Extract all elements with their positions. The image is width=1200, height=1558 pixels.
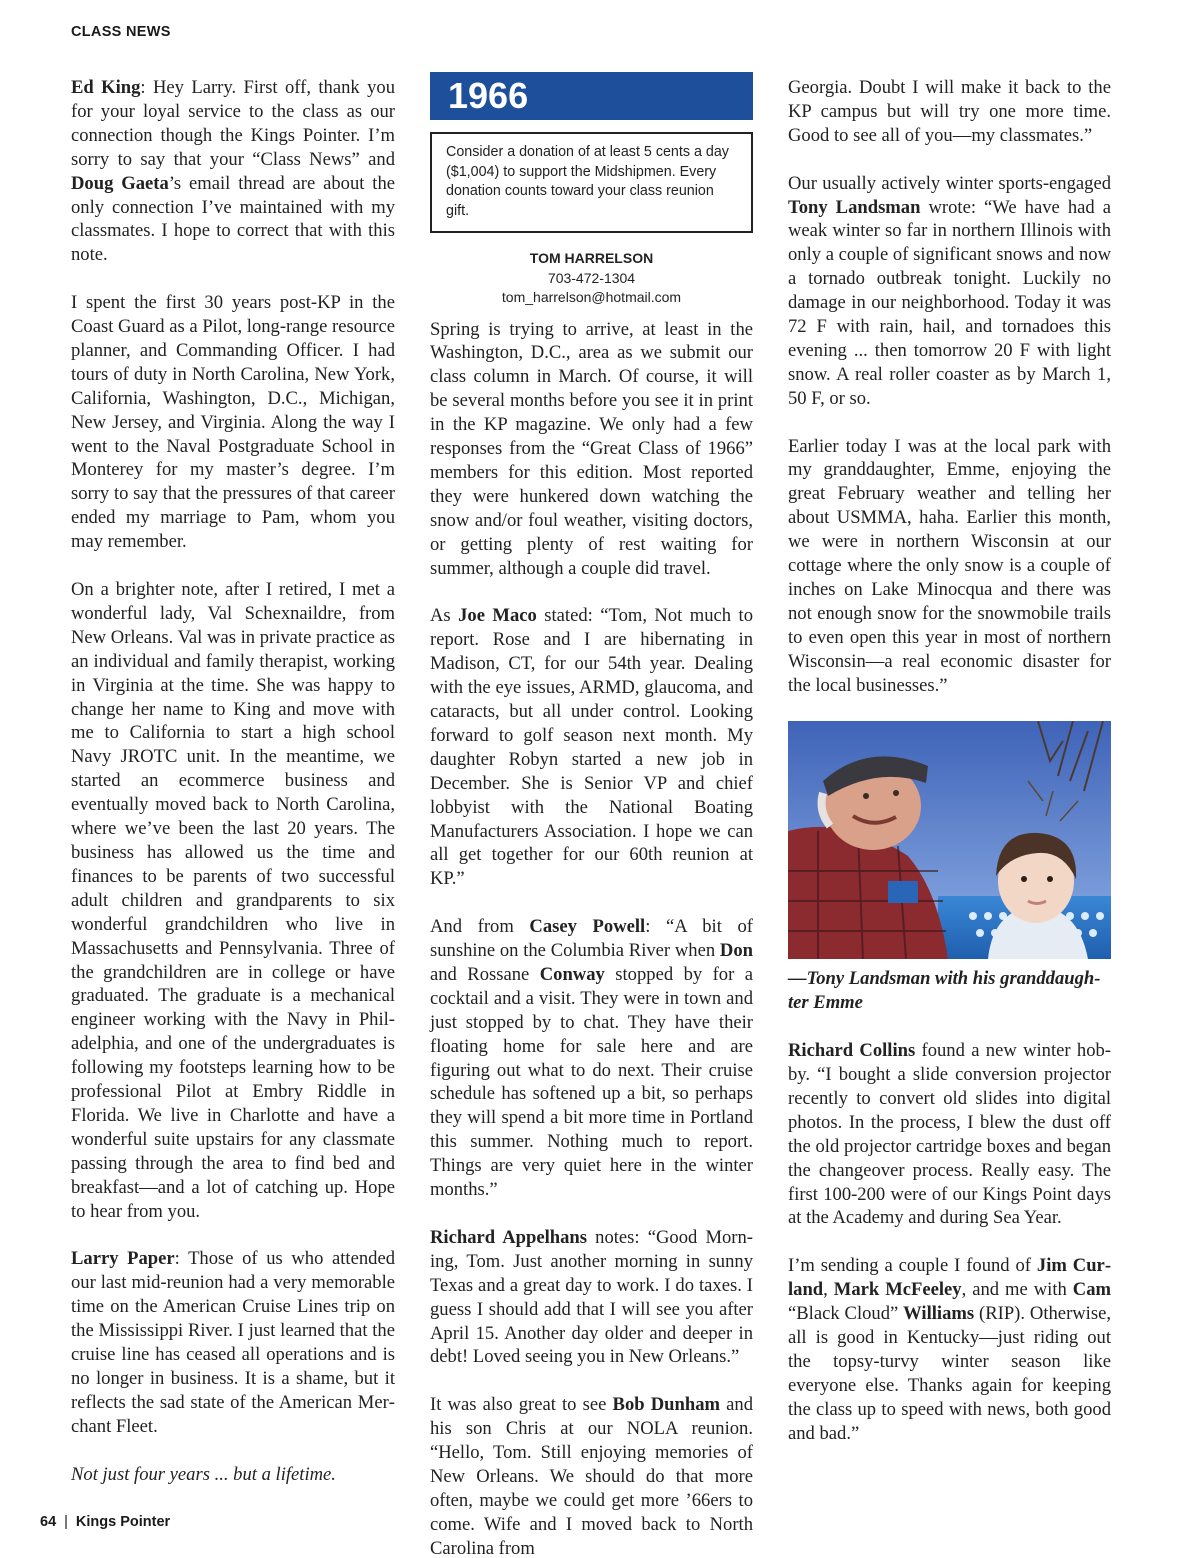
name-jim-curland: Jim Curland [788, 1255, 1112, 1301]
name-ed-king: Ed King [71, 77, 141, 98]
contact-phone: 703-472-1304 [547, 269, 636, 286]
name-don: Don [719, 940, 753, 962]
paragraph-richard-appelhans: Richard Appelhans notes: “Good Morning, Tom. Just another morning in sunny Texas and a great day to work. I do taxes. I guess I should add that I will see you after April 15. Another day older and deeper in debt! Loved seeing you in New Orleans.” [430, 1226, 753, 1368]
paragraph-intro: Spring is trying to arrive, at least in the Washington, D.C., area as we submit our class column in March. Of course, it will be several months before you see it in print in the KP magazine. We only had a few responses from the “Great Class of 1966” members for this edition. Most reported they were hunkered down watching the snow and/or foul weather, visiting doctors, or getting plenty of rest waiting for summer, although a couple did travel. [430, 318, 753, 579]
column-3 [788, 76, 1111, 1469]
class-contact [430, 249, 753, 308]
name-richard-collins: Richard Collins [788, 1040, 916, 1062]
paragraph-bob-dunham: It was also great to see Bob Dunham and his son Chris at our NOLA reunion. “Hello, Tom. Still enjoying memories of New Orleans. We should do that more often, maybe we could get more ’66ers to come. Wife and I moved back to North Carolina from [430, 1394, 753, 1558]
name-richard-appelhans: Richard Appelhans [430, 1226, 587, 1248]
page-number: 64 [40, 1514, 57, 1530]
section-label: CLASS NEWS [71, 24, 171, 40]
name-doug-gaeta: Doug Gaeta [71, 172, 169, 194]
paragraph-tony-landsman: Our usually actively winter sports-engaged Tony Landsman wrote: “We have had a weak winter so far in northern Illinois with only a couple of significant snows and now a tornado outbreak tonight. Luckily no damage in our neighborhood. Today it was 72 F with rain, hail, and tornadoes this evening ... then tomorrow 20 F with light snow. A real roller coaster as by March 1, 50 F, or so. [788, 172, 1111, 409]
paragraph-richard-collins: Richard Collins found a new winter hobby. “I bought a slide conversion projector recently to convert old slides into digital photos. In the process, I blew the dust off the old projector cartridge boxes and began the changeover process. Really easy. The first 100-200 were of our Kings Point days at the Academy and during Sea Year. [788, 1040, 1111, 1229]
photo-caption: —Tony Landsman with his granddaughter Emme [788, 968, 1101, 1014]
name-casey-powell: Casey Powell [529, 916, 646, 938]
paragraph-ed-king: Ed King: Hey Larry. First off, thank you for your loyal service to the class as our connection though the Kings Pointer. I’m sorry to say that your “Class News” and Doug Gaeta’s email thread are about the only connection I’ve maintained with my classmates. I hope to correct that with this note. [71, 77, 396, 266]
class-year-header: 1966 [430, 72, 753, 120]
photo-tony-and-emme [788, 721, 1111, 959]
paragraph-continued: Georgia. Doubt I will make it back to the KP campus but will try one more time. Good to see all of you—my classmates.” [788, 77, 1111, 146]
page-footer [40, 1514, 170, 1530]
column-1 [71, 76, 395, 1510]
paragraph-brighter-note: On a brighter note, after I retired, I met a wonderful lady, Val Schexnaildre, from New Orleans. Val was in private practice as an individual and family therapist, working in Virginia at the time. She was happy to change her name to King and move with me to California to start a high school Navy JROTC unit. In the meantime, we started an ecommerce business and eventually moved back to North Carolina, where we’ve been the last 20 years. The business has allowed us the time and finances to be parents of two successful adult children and grandparents to six wonderful grandchildren who live in Massachusetts and Pennsylvania. Three of the grandchildren are in college or have graduated. The graduate is a mechanical engineer working with the Navy in Philadelphia, and one of the undergraduates is following my footsteps learning how to be professional Pilot at Embry Riddle in Florida. We live in Charlotte and have a wonderful suite upstairs for any classmate passing through the area to find bed and breakfast—and a lot of catching up. Hope to hear from you. [71, 579, 395, 1222]
name-conway: Conway [539, 963, 605, 985]
contact-name: TOM HARRELSON [529, 250, 654, 266]
name-cam: Cam [1072, 1279, 1111, 1301]
name-bob-dunham: Bob Dunham [612, 1394, 720, 1416]
paragraph-larry-paper: Larry Paper: Those of us who attended our last mid-reunion had a very memorable time on the American Cruise Lines trip on the Mississippi River. I just learned that the cruise line has ceased all operations and is no longer in business. It is a shame, but it reflects the sad state of the American Merchant Fleet. [71, 1248, 395, 1437]
paragraph-joe-maco: As Joe Maco stated: “Tom, Not much to report. Rose and I are hibernating in Madison, CT, for our 54th year. Dealing with the eye issues, ARMD, glaucoma, and cataracts, but all under control. Looking forward to golf season next month. My daughter Robyn started a new job in December. She is Senior VP and chief lobbyist with the National Boating Manufacturers Association. I hope we can all get together for our 60th reunion at KP.” [430, 605, 753, 890]
name-tony-landsman: Tony Landsman [788, 196, 921, 218]
closing-line: Not just four years ... but a lifetime. [71, 1463, 336, 1485]
paragraph-park: Earlier today I was at the local park with my granddaughter, Emme, enjoying the great February weather and telling her about USMMA, haha. Earlier this month, we were in northern Wisconsin at our cottage where the only snow is a couple of inches on Lake Minocqua and there was not enough snow for the snowmobile trails to even open this year in most of northern Wisconsin—a real economic disaster for the local businesses.” [788, 435, 1111, 696]
paragraph-casey-powell: And from Casey Powell: “A bit of sunshine on the Columbia River when Don and Rossane Conway stopped by for a cocktail and a visit. They were in town and just stopped by to chat. They have their floating home for sale here and are figuring out what to do next. Their cruise schedule has softened up a bit, so perhaps they will spend a bit more time in Portland this summer. Nothing much to report. Things are very quiet here in the winter months.” [430, 916, 753, 1201]
footer-separator: | [64, 1514, 68, 1530]
paragraph-coast-guard: I spent the first 30 years post-KP in the Coast Guard as a Pilot, long-range resource planner, and Commanding Officer. I had tours of duty in North Carolina, New York, California, Washington, D.C., Michigan, New Jersey, and Virginia. Along the way I went to the Naval Postgraduate School in Monterey for my master’s degree. I’m sorry to say that the pressures of that career ended my marriage to Pam, whom you may remember. [71, 292, 395, 553]
publication-name: Kings Pointer [75, 1514, 171, 1530]
paragraph-slides: I’m sending a couple I found of Jim Curland, Mark McFeeley, and me with Cam “Black Cloud” Williams (RIP). Otherwise, all is good in Kentucky—just riding out the topsy-turvy winter season like everyone else. Thanks again for keeping the class up to speed with news, both good and bad.” [788, 1255, 1112, 1444]
donation-box: Consider a donation of at least 5 cents a day ($1,004) to support the Midshipmen. Every donation counts toward your class reunion gift. [430, 132, 753, 233]
contact-email: tom_harrelson@hotmail.com [501, 289, 682, 305]
name-larry-paper: Larry Paper [71, 1248, 175, 1270]
name-joe-maco: Joe Maco [458, 605, 537, 627]
column-2 [430, 72, 753, 1558]
name-mark-mcfeeley: Mark McFeeley [833, 1279, 962, 1301]
name-williams: Williams [903, 1303, 975, 1325]
